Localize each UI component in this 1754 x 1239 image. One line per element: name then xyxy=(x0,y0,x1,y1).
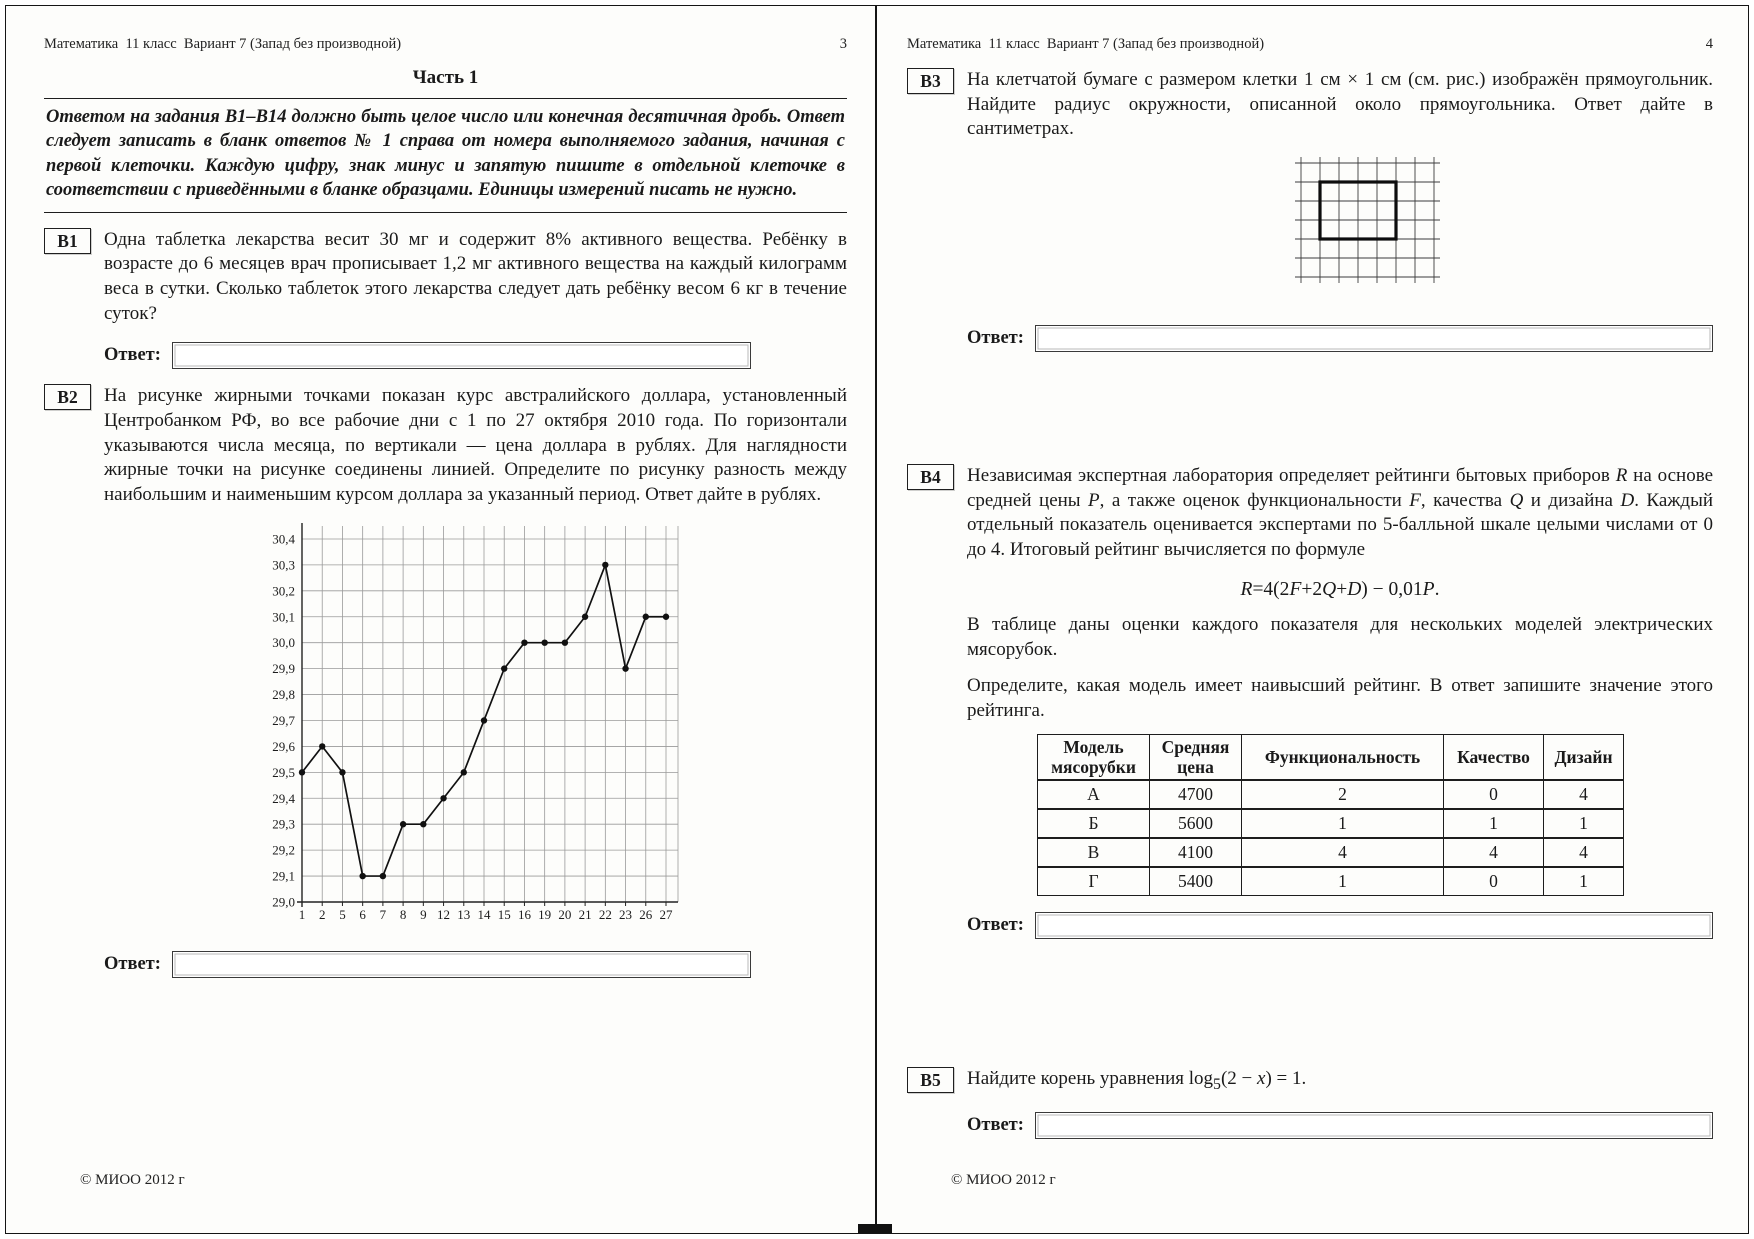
svg-text:1: 1 xyxy=(298,906,306,922)
task-b1-answer-row xyxy=(104,342,847,369)
svg-text:30,2: 30,2 xyxy=(272,583,295,599)
svg-text:19: 19 xyxy=(538,906,552,922)
svg-text:16: 16 xyxy=(517,906,531,922)
table-cell: 4 xyxy=(1544,838,1624,867)
col-header-quality: Качество xyxy=(1444,734,1544,780)
svg-text:12: 12 xyxy=(437,906,451,922)
svg-text:29,9: 29,9 xyxy=(272,660,295,676)
task-b1 xyxy=(44,228,847,370)
table-header-row xyxy=(1038,734,1624,780)
table-cell: 1 xyxy=(1242,867,1444,896)
table-cell: 1 xyxy=(1544,809,1624,838)
svg-text:30,0: 30,0 xyxy=(272,635,295,651)
grid-rectangle-figure xyxy=(1291,154,1445,290)
table-cell: 4 xyxy=(1444,838,1544,867)
table-cell: 5600 xyxy=(1150,809,1242,838)
col-header-model: Модель мясорубки xyxy=(1038,734,1150,780)
task-b4-answer-box[interactable] xyxy=(1035,912,1713,939)
task-b5 xyxy=(907,1067,1713,1138)
table-cell: 0 xyxy=(1444,780,1544,809)
scanned-exam-spread xyxy=(5,5,1749,1234)
task-b5-answer-row xyxy=(967,1112,1713,1139)
svg-text:7: 7 xyxy=(379,906,387,922)
svg-text:30,1: 30,1 xyxy=(272,609,295,625)
svg-text:9: 9 xyxy=(420,906,427,922)
svg-text:29,6: 29,6 xyxy=(272,738,295,754)
table-row xyxy=(1038,867,1624,896)
rating-formula: R=4(2F+2Q+D) − 0,01P. xyxy=(1240,578,1440,600)
footer-copyright: © МИОО 2012 г xyxy=(951,1172,1056,1188)
table-cell: Б xyxy=(1038,809,1150,838)
task-b5-answer-label: Ответ: xyxy=(967,1114,1024,1135)
task-b4-answer-row xyxy=(967,912,1713,939)
table-cell: 5400 xyxy=(1150,867,1242,896)
table-cell: 4 xyxy=(1544,780,1624,809)
task-b3-text: На клетчатой бумаге с размером клетки 1 см × 1 см (см. рис.) изображён прямоугольник. Найдите радиус окружности, описанной около прямоугольника. Ответ дайте в сантиметрах. xyxy=(967,69,1713,140)
page-header xyxy=(44,36,847,53)
task-b1-answer-box[interactable] xyxy=(172,342,751,369)
table-row xyxy=(1038,809,1624,838)
exchange-rate-chart-wrap xyxy=(252,516,847,935)
svg-text:20: 20 xyxy=(558,906,572,922)
task-b4-answer-label: Ответ: xyxy=(967,915,1024,936)
exchange-rate-line-chart xyxy=(252,516,684,930)
task-b2 xyxy=(44,384,847,977)
table-row xyxy=(1038,838,1624,867)
task-b5-text: Найдите корень уравнения $\log_5(2 - x) = 1$. xyxy=(967,1068,1307,1094)
task-b2-answer-box[interactable] xyxy=(172,951,751,978)
svg-text:14: 14 xyxy=(477,906,491,922)
svg-text:29,5: 29,5 xyxy=(272,764,295,780)
task-b4 xyxy=(907,464,1713,939)
task-b2-answer-label: Ответ: xyxy=(104,953,161,974)
svg-text:22: 22 xyxy=(598,906,612,922)
svg-text:29,4: 29,4 xyxy=(272,790,295,806)
page-number: 3 xyxy=(839,36,847,52)
task-b5-number: В5 xyxy=(907,1067,954,1093)
task-b1-answer-label: Ответ: xyxy=(104,345,161,366)
task-b2-text: На рисунке жирными точками показан курс австралийского доллара, установленный Центробанком РФ, во все рабочие дни с 1 по 27 октября 2010 года. По горизонтали указываются числа месяца, по вертикали — цена доллара в рублях. Для наглядности жирные точки на рисунке соединены линией. Определите по рисунку разность между наибольшим и наименьшим курсом доллара за указанный период. Ответ дайте в рублях. xyxy=(104,385,847,506)
svg-text:29,7: 29,7 xyxy=(272,712,295,728)
table-cell: 4700 xyxy=(1150,780,1242,809)
task-b4-para2: В таблице даны оценки каждого показателя для нескольких моделей электрических мясорубок. xyxy=(967,613,1713,660)
task-b5-answer-box[interactable] xyxy=(1035,1112,1713,1139)
table-cell: А xyxy=(1038,780,1150,809)
task-b1-number: В1 xyxy=(44,228,91,254)
task-b2-number: В2 xyxy=(44,384,91,410)
table-cell: 4 xyxy=(1242,838,1444,867)
task-b1-text: Одна таблетка лекарства весит 30 мг и содержит 8% активного вещества. Ребёнку в возрасте до 6 месяцев врач прописывает 1,2 мг активного вещества на каждый килограмм веса в сутки. Сколько таблеток этого лекарства следует дать ребёнку весом 6 кг в течение суток? xyxy=(104,228,847,324)
svg-text:21: 21 xyxy=(578,906,592,922)
svg-text:30,3: 30,3 xyxy=(272,557,295,573)
page-3 xyxy=(6,6,875,1233)
footer-copyright: © МИОО 2012 г xyxy=(80,1172,185,1188)
svg-text:23: 23 xyxy=(619,906,633,922)
table-cell: Г xyxy=(1038,867,1150,896)
svg-text:29,1: 29,1 xyxy=(272,868,295,884)
svg-text:30,4: 30,4 xyxy=(272,531,295,547)
page-header-title: Математика 11 класс Вариант 7 (Запад без производной) xyxy=(44,36,402,52)
meat-grinder-ratings-table xyxy=(1037,734,1624,897)
table-cell: 1 xyxy=(1444,809,1544,838)
col-header-price: Средняя цена xyxy=(1150,734,1242,780)
svg-text:13: 13 xyxy=(457,906,471,922)
task-b3-answer-box[interactable] xyxy=(1035,325,1713,352)
task-b2-answer-row xyxy=(104,951,847,978)
page-header-title: Математика 11 класс Вариант 7 (Запад без производной) xyxy=(907,36,1265,52)
svg-text:5: 5 xyxy=(339,906,346,922)
svg-text:29,3: 29,3 xyxy=(272,816,295,832)
page-4 xyxy=(877,6,1754,1233)
task-b3-answer-row xyxy=(967,325,1713,352)
col-header-functionality: Функциональность xyxy=(1242,734,1444,780)
svg-text:29,8: 29,8 xyxy=(272,686,295,702)
svg-text:29,2: 29,2 xyxy=(272,842,295,858)
table-cell: 0 xyxy=(1444,867,1544,896)
svg-text:15: 15 xyxy=(497,906,511,922)
task-b4-number: В4 xyxy=(907,464,954,490)
table-cell: 2 xyxy=(1242,780,1444,809)
grid-rectangle-figure-wrap xyxy=(1291,154,1713,295)
svg-text:8: 8 xyxy=(399,906,407,922)
table-cell: 1 xyxy=(1544,867,1624,896)
task-b4-para3: Определите, какая модель имеет наивысший рейтинг. В ответ запишите значение этого рейтинга. xyxy=(967,675,1713,721)
task-b4-intro: Независимая экспертная лаборатория определяет рейтинги бытовых приборов R на основе средней цены P, а также оценок функциональности F, качества Q и дизайна D. Каждый отдельный показатель оценивается экспертами по 5-балльной шкале целыми числами от 0 до 4. Итоговый рейтинг вычисляется по формуле xyxy=(967,465,1714,561)
task-b3-answer-label: Ответ: xyxy=(967,328,1024,349)
task-b3 xyxy=(907,68,1713,352)
table-row xyxy=(1038,780,1624,809)
instructions-text: Ответом на задания В1–В14 должно быть целое число или конечная десятичная дробь. Ответ следует записать в бланк ответов № 1 справа от номера выполняемого задания, начиная с первой клеточки. Каждую цифру, знак минус и запятую пишите в отдельной клеточке в соответствии с приведёнными в бланке образцами. Единицы измерений писать не нужно. xyxy=(44,98,847,213)
task-b3-number: В3 xyxy=(907,68,954,94)
col-header-design: Дизайн xyxy=(1544,734,1624,780)
svg-text:2: 2 xyxy=(318,906,326,922)
table-cell: 1 xyxy=(1242,809,1444,838)
svg-text:29,0: 29,0 xyxy=(272,894,295,910)
page-number: 4 xyxy=(1705,36,1713,52)
svg-text:26: 26 xyxy=(639,906,653,922)
table-cell: 4100 xyxy=(1150,838,1242,867)
page-header xyxy=(907,36,1713,53)
part-title: Часть 1 xyxy=(412,67,479,88)
table-cell: В xyxy=(1038,838,1150,867)
svg-text:27: 27 xyxy=(659,906,673,922)
svg-text:6: 6 xyxy=(359,906,366,922)
